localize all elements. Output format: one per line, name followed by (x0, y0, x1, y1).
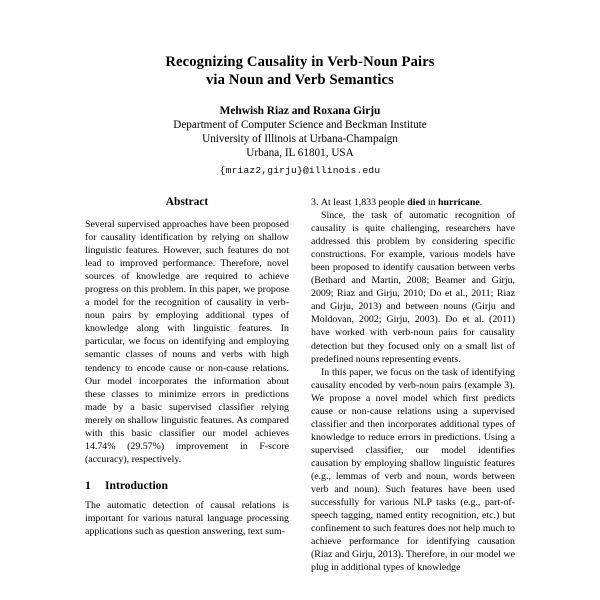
left-column (85, 196, 289, 574)
example-middle: in (425, 197, 439, 208)
example-suffix: . (479, 197, 483, 208)
abstract-paragraph: Several supervised approaches have been proposed for causality identification by relying on shallow linguistic features. However, such features do not lead to improved performance. Therefore, novel sources of knowledge are required to achieve progress on this problem. In this paper, we propose a model for the recognition of causality in verb-noun pairs by employing additional types of knowledge along with linguistic features. In particular, we focus on identifying and employing semantic classes of nouns and verbs with high tendency to encode cause or non-cause relations. Our model incorporates the information about these classes to minimize errors in predictions made by a basic supervised classifier relying merely on shallow linguistic features. As compared with this basic classifier our model achieves 14.74% (29.57%) improvement in F-score (accuracy), respectively. (85, 219, 289, 465)
example-bold-noun: hurricane (438, 197, 480, 208)
example-item-3 (311, 196, 515, 209)
example-bold-verb: died (407, 197, 426, 208)
affiliation-line-1: Department of Computer Science and Beckman Institute (173, 119, 427, 131)
right-paragraph-1: Since, the task of automatic recognition of causality is quite challenging, researchers have addressed this problem by considering specific constructions. For example, various models have been proposed to identify causation between verbs (Bethard and Martin, 2008; Beamer and Girju, 2009; Riaz and Girju, 2010; Do et al., 2011; Riaz and Girju, 2013) and between nouns (Girju and Moldovan, 2002; Girju, 2003). Do et al. (2011) have worked with verb-noun pairs for causality detection but they focused only on a small list of predefined nouns representing events. (311, 210, 515, 365)
affiliation-line-2: University of Illinois at Urbana-Champaign (202, 133, 398, 146)
section-heading-introduction (85, 479, 289, 493)
page-title (85, 54, 515, 89)
example-prefix: At least 1,833 people (320, 197, 408, 208)
two-column-body (0, 196, 600, 574)
title-line-1: Recognizing Causality in Verb-Noun Pairs (165, 54, 435, 70)
paper-masthead (85, 0, 515, 178)
section-title: Introduction (105, 478, 168, 492)
author-email: {mriaz2,girju}@illinois.edu (219, 164, 381, 176)
example-number: 3. (311, 197, 319, 208)
author-list: Mehwish Riaz and Roxana Girju (219, 105, 381, 117)
right-paragraph-2: In this paper, we focus on the task of identifying causality encoded by verb-noun pairs (example 3). We propose a novel model which first predicts cause or non-cause relations using a supervised classifier and then incorporates additional types of knowledge to reduce errors in predictions. Using a supervised classifier, our model identifies causation by employing shallow linguistic features (e.g., lemmas of verb and noun, words between verb and noun). Such features have been used successfully for various NLP tasks (e.g., part-of-speech tagging, named entity recognition, etc.) but confinement to such features does not help much to achieve performance for identifying causation (Riaz and Girju, 2013). Therefore, in our model we plug in additional types of knowledge (311, 366, 515, 574)
section-number: 1 (85, 478, 91, 492)
affiliation-line-3: Urbana, IL 61801, USA (246, 147, 354, 160)
title-line-2: via Noun and Verb Semantics (205, 71, 395, 88)
introduction-paragraph: The automatic detection of causal relations is important for various natural language processing applications such as question answering, text sum- (85, 499, 289, 537)
abstract-heading: Abstract (165, 196, 209, 208)
right-column (311, 196, 515, 574)
